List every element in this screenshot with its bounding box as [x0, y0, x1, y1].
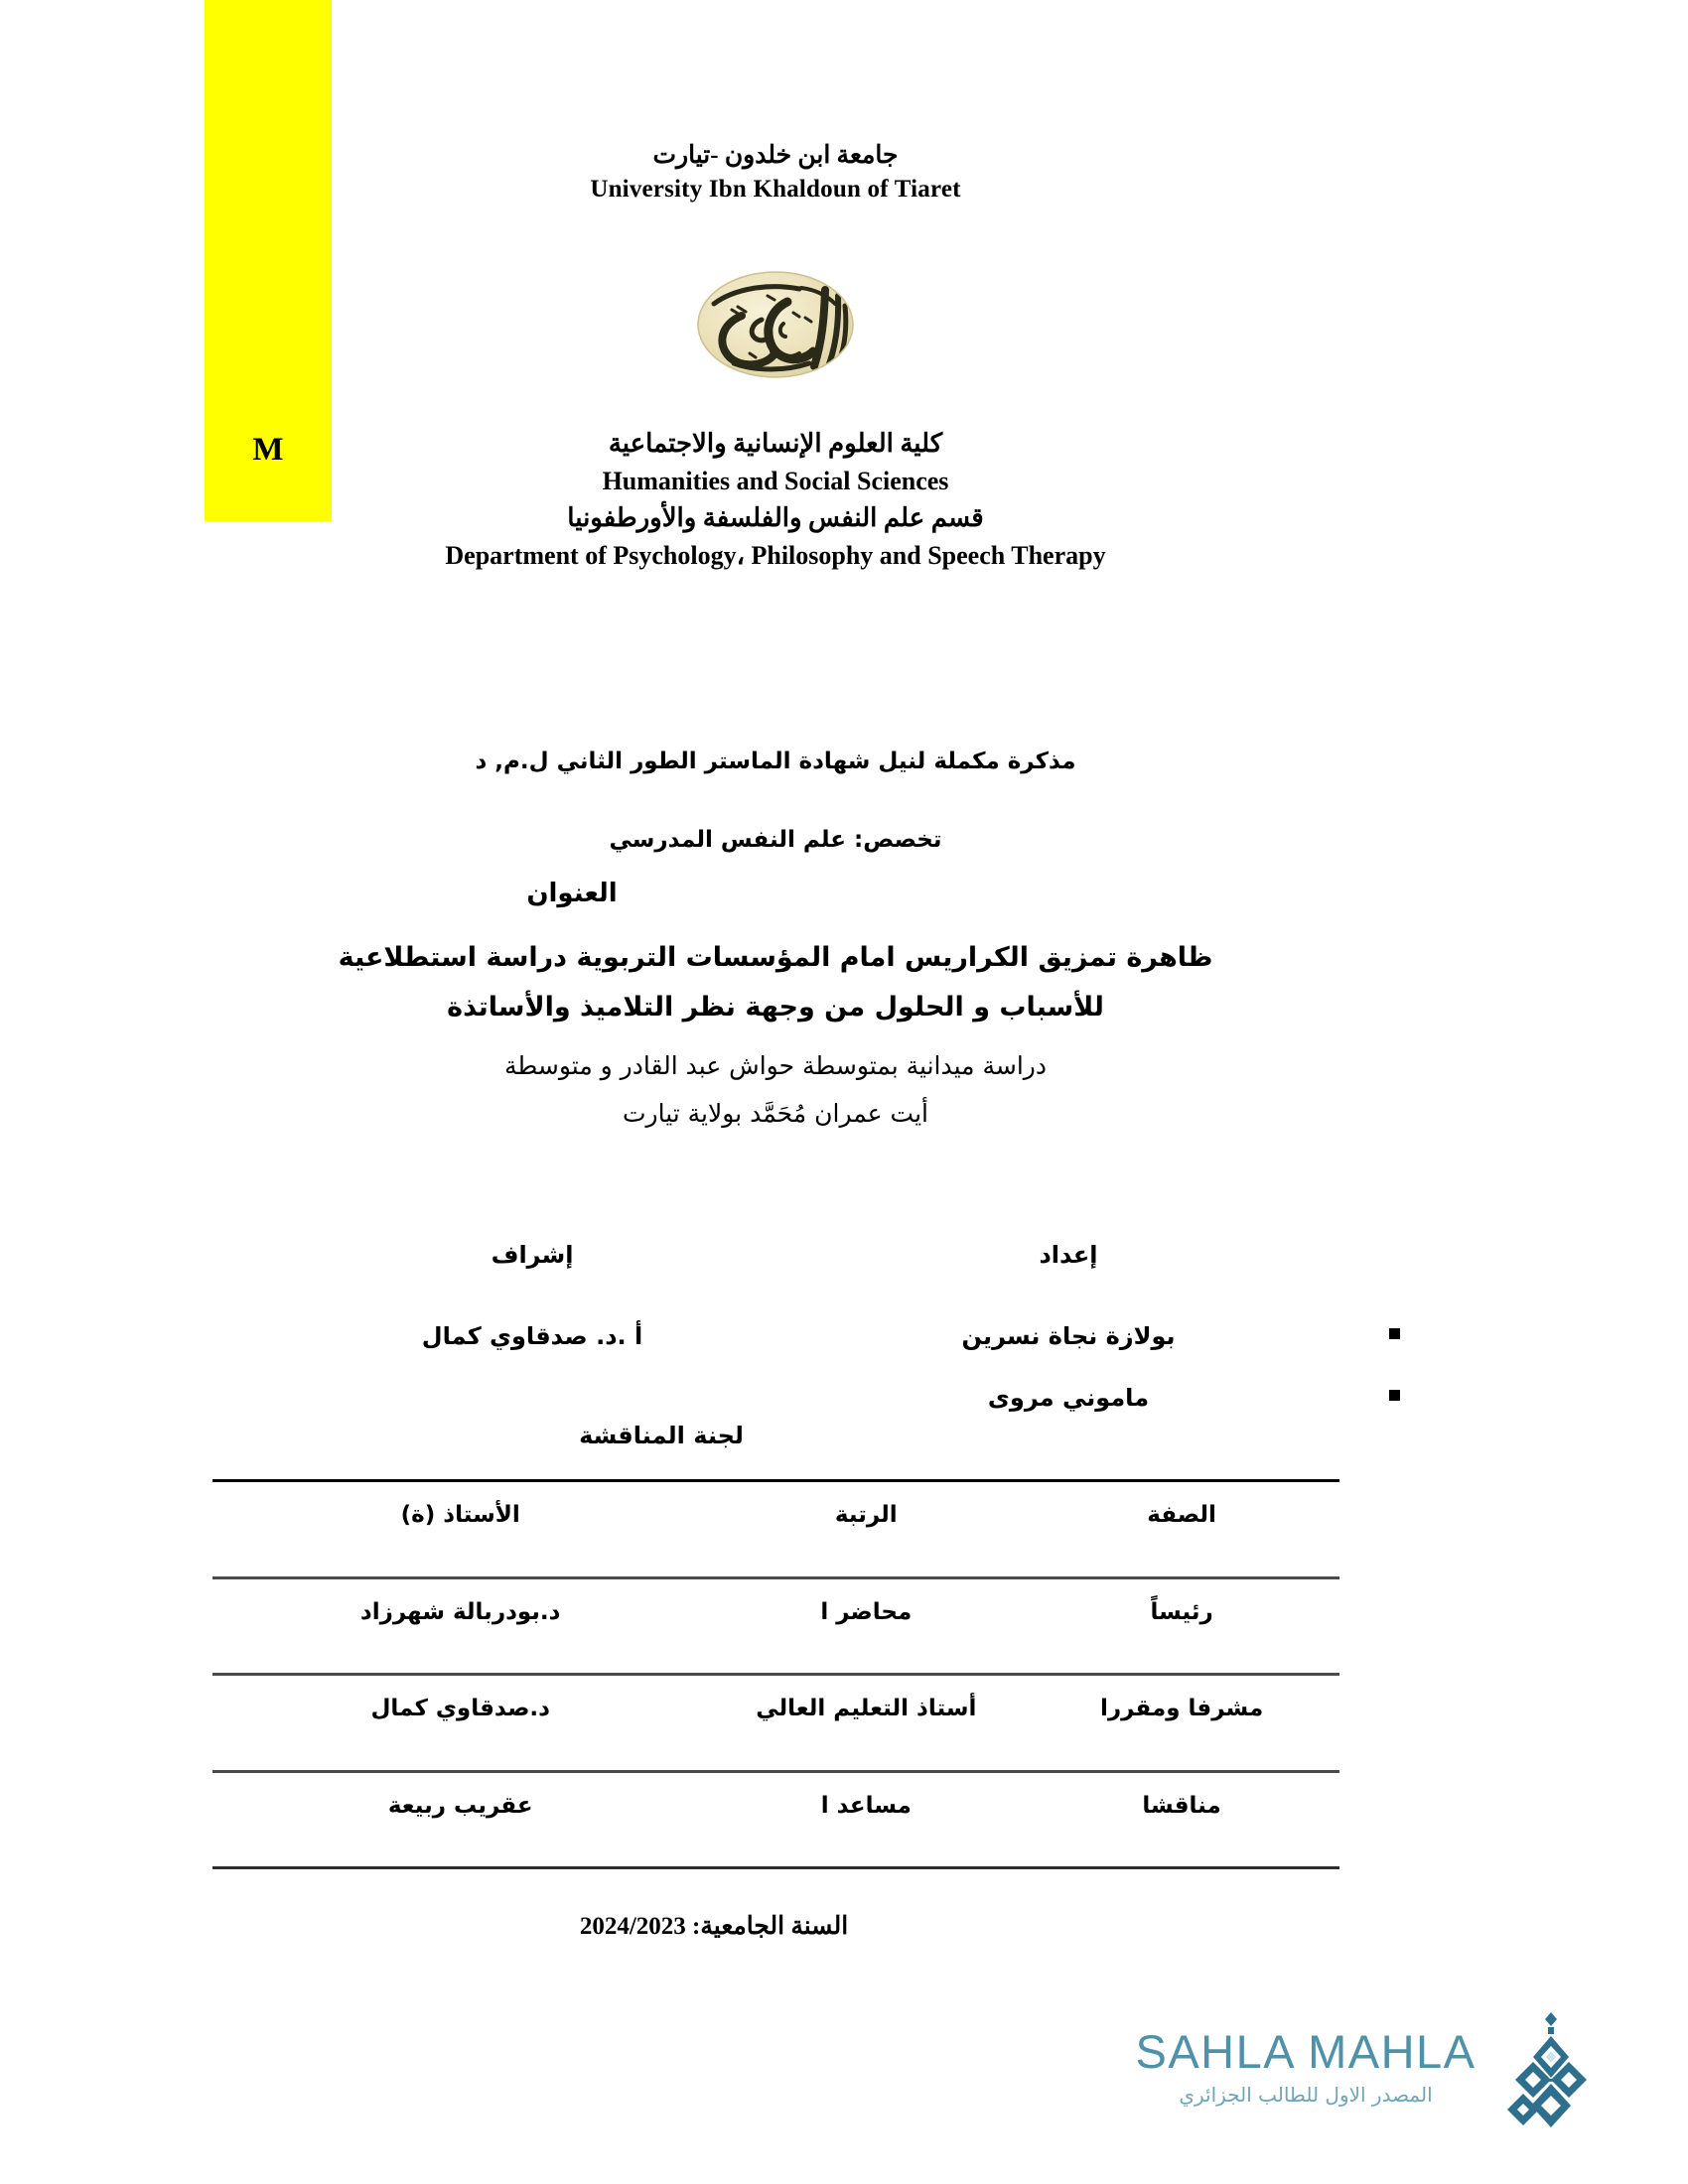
faculty-name-english: Humanities and Social Sciences	[602, 466, 949, 495]
watermark-tagline: المصدر الاول للطالب الجزائري	[1179, 2083, 1433, 2107]
cell-role: رئيساً	[1024, 1577, 1339, 1675]
thesis-title-label-text: العنوان	[526, 879, 618, 908]
column-header-rank: الرتبة	[708, 1481, 1024, 1578]
university-name-arabic: جامعة ابن خلدون -تيارت	[652, 142, 899, 169]
list-item	[790, 1320, 1346, 1354]
cell-role: مشرفا ومقررا	[1024, 1675, 1339, 1772]
margin-letter-m: M	[252, 432, 284, 468]
table-row	[212, 1771, 1339, 1868]
watermark-brand-name: SAHLA MAHLA	[1135, 2025, 1477, 2078]
cell-professor: د.بودربالة شهرزاد	[212, 1577, 708, 1675]
faculty-department-block	[205, 425, 1346, 575]
university-seal-wrapper	[205, 266, 1346, 383]
table-row	[212, 1577, 1339, 1675]
student-name: ماموني مروى	[987, 1383, 1150, 1412]
prepared-by-label: إعداد	[1039, 1241, 1098, 1269]
thesis-title-label	[205, 879, 1346, 908]
degree-statement-block	[205, 745, 1346, 857]
list-item	[790, 1382, 1346, 1416]
thesis-title-line-1: ظاهرة تمزيق الكراريس امام المؤسسات التربوية دراسة استطلاعية	[338, 942, 1213, 973]
table-header	[212, 1481, 1339, 1578]
sahla-mahla-logo-icon	[1489, 2010, 1593, 2137]
faculty-name-arabic: كلية العلوم الإنسانية والاجتماعية	[608, 429, 943, 458]
jury-committee-table	[212, 1479, 1339, 1869]
table-header-row	[212, 1481, 1339, 1578]
cell-professor: د.صدقاوي كمال	[212, 1675, 708, 1772]
institution-header	[205, 139, 1346, 206]
supervised-by-column	[324, 1237, 741, 1354]
thesis-title-line-2: للأسباب و الحلول من وجهة نظر التلاميذ والأساتذة	[447, 991, 1104, 1023]
square-bullet-icon	[1389, 1328, 1400, 1339]
university-name-english: University Ibn Khaldoun of Tiaret	[590, 175, 961, 203]
table-body	[212, 1577, 1339, 1868]
thesis-title-main	[205, 933, 1346, 1032]
sahla-mahla-watermark	[1122, 2010, 1599, 2144]
supervisor-name: أ .د. صدقاوي كمال	[421, 1322, 643, 1350]
committee-title	[205, 1422, 1346, 1449]
column-header-professor: الأستاذ (ة)	[212, 1481, 708, 1578]
student-name: بولازة نجاة نسرين	[961, 1322, 1176, 1350]
table-row	[212, 1675, 1339, 1772]
academic-year-text: السنة الجامعية: 2024/2023	[579, 1913, 849, 1940]
cell-role: مناقشا	[1024, 1771, 1339, 1868]
page-content	[205, 0, 1346, 2184]
department-name-arabic: قسم علم النفس والفلسفة والأورطفونيا	[567, 503, 984, 533]
square-bullet-icon	[1389, 1390, 1400, 1401]
student-list	[790, 1320, 1346, 1415]
thesis-subtitle	[205, 1042, 1346, 1137]
thesis-subtitle-line-2: أيت عمران مُحَمَّد بولاية تيارت	[622, 1098, 929, 1128]
supervised-by-label: إشراف	[491, 1241, 574, 1269]
cell-rank: أستاذ التعليم العالي	[708, 1675, 1024, 1772]
cell-rank: مساعد ا	[708, 1771, 1024, 1868]
column-header-role: الصفة	[1024, 1481, 1339, 1578]
committee-title-text: لجنة المناقشة	[579, 1422, 744, 1449]
cell-rank: محاضر ا	[708, 1577, 1024, 1675]
academic-year	[205, 1911, 1346, 1941]
department-name-english: Department of Psychology، Philosophy and Speech Therapy	[445, 541, 1106, 571]
watermark-text-block	[1122, 2025, 1489, 2107]
degree-statement: مذكرة مكملة لنيل شهادة الماستر الطور الثاني ل.م, د	[475, 749, 1076, 774]
degree-specialization: تخصص: علم النفس المدرسي	[609, 826, 942, 853]
university-seal-icon	[676, 266, 875, 383]
cell-professor: عقريب ربيعة	[212, 1771, 708, 1868]
thesis-subtitle-line-1: دراسة ميدانية بمتوسطة حواش عبد القادر و متوسطة	[504, 1051, 1047, 1080]
prepared-by-column	[790, 1237, 1346, 1442]
